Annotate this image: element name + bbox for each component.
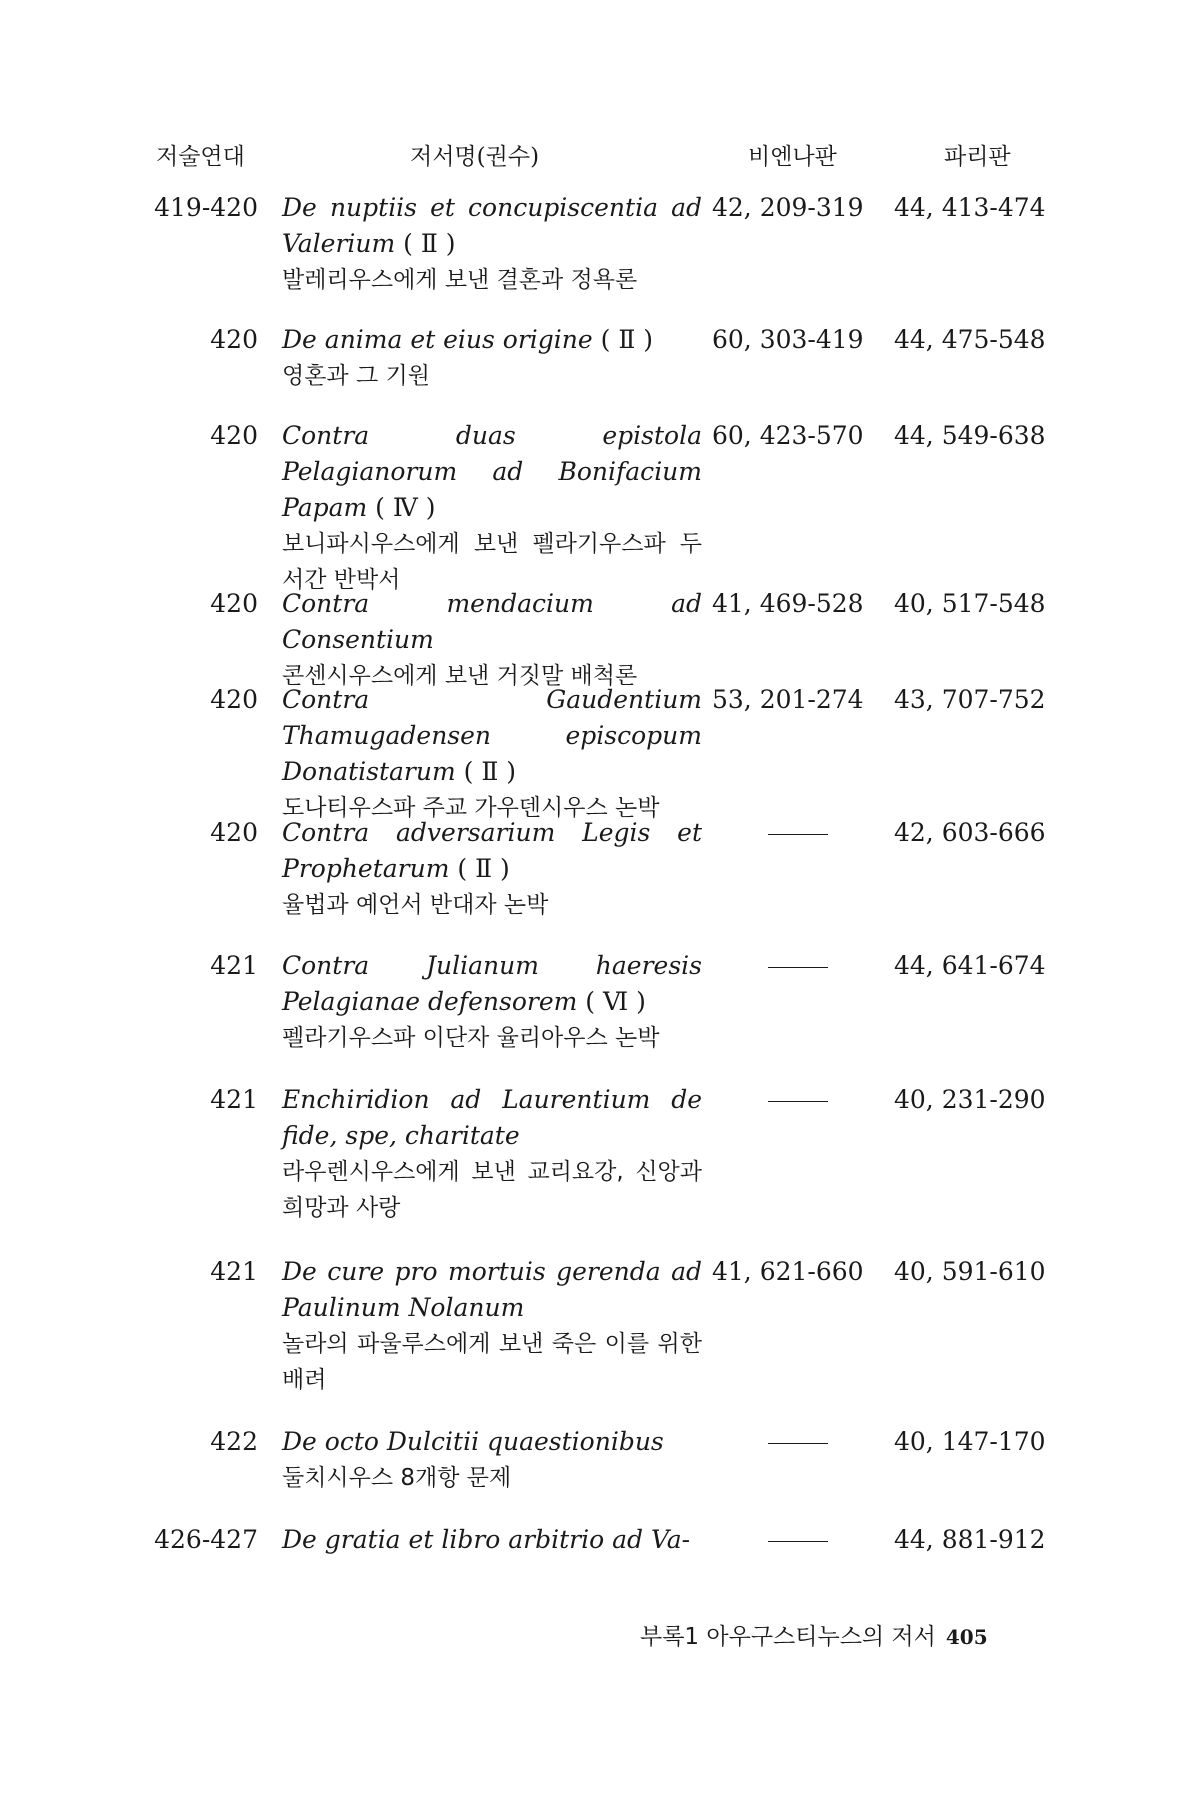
latin-title: De nuptiis et concupiscentia ad Valerium ( Ⅱ ) — [282, 193, 702, 258]
vienna-edition: 41, 469-528 — [712, 589, 864, 618]
dash-placeholder — [768, 1541, 828, 1542]
row-year: 420 — [210, 421, 258, 450]
row-work — [282, 1254, 702, 1398]
korean-title: 라우렌시우스에게 보낸 교리요강, 신앙과 희망과 사랑 — [282, 1159, 702, 1221]
running-footer-title: 부록1 아우구스티누스의 저서 — [640, 1624, 936, 1650]
korean-title: 둘치시우스 8개항 문제 — [282, 1465, 512, 1491]
vienna-edition-empty — [712, 1424, 872, 1460]
paris-edition: 44, 549-638 — [894, 421, 1046, 450]
page-number: 405 — [945, 1625, 988, 1649]
korean-title: 놀라의 파울루스에게 보낸 죽은 이를 위한 배려 — [282, 1331, 702, 1393]
korean-title: 도나티우스파 주교 가우덴시우스 논박 — [282, 795, 660, 821]
latin-title: Contra adversarium Legis et Prophetarum ( Ⅱ ) — [282, 818, 702, 883]
vienna-edition-empty — [712, 948, 872, 984]
latin-title: De gratia et libro arbitrio ad Va- — [282, 1525, 691, 1554]
latin-title: Contra duas epistola Pelagianorum ad Bonifacium Papam ( Ⅳ ) — [282, 421, 702, 522]
row-work — [282, 682, 702, 826]
row-work — [282, 815, 702, 923]
paris-edition: 40, 147-170 — [894, 1427, 1046, 1456]
latin-title: Enchiridion ad Laurentium de fide, spe, charitate — [282, 1085, 702, 1150]
table-header — [0, 138, 1200, 174]
latin-title: Contra Julianum haeresis Pelagianae defensorem ( Ⅵ ) — [282, 951, 702, 1016]
row-work — [282, 190, 702, 298]
paris-edition: 44, 475-548 — [894, 325, 1046, 354]
row-work — [282, 948, 702, 1056]
volume-count: ( Ⅱ ) — [463, 757, 517, 786]
korean-title: 보니파시우스에게 보낸 펠라기우스파 두 서간 반박서 — [282, 531, 702, 593]
volume-count: ( Ⅱ ) — [457, 854, 510, 883]
row-year: 419-420 — [154, 193, 258, 222]
row-year: 420 — [210, 685, 258, 714]
dash-placeholder — [768, 967, 828, 968]
vienna-edition-empty — [712, 1082, 872, 1118]
paris-edition: 40, 231-290 — [894, 1085, 1046, 1114]
dash-placeholder — [768, 1443, 828, 1444]
row-work — [282, 418, 702, 598]
latin-title: Contra mendacium ad Consentium — [282, 589, 702, 654]
volume-count: ( Ⅵ ) — [585, 987, 646, 1016]
volume-count: ( Ⅱ ) — [403, 229, 456, 258]
korean-title: 발레리우스에게 보낸 결혼과 정욕론 — [282, 267, 638, 293]
vienna-edition: 42, 209-319 — [712, 193, 864, 222]
row-year: 420 — [210, 589, 258, 618]
paris-edition: 40, 517-548 — [894, 589, 1046, 618]
latin-title: De anima et eius origine ( Ⅱ ) — [282, 325, 654, 354]
paris-edition: 42, 603-666 — [894, 818, 1046, 847]
row-work — [282, 1082, 702, 1226]
vienna-edition-empty — [712, 815, 872, 851]
latin-title: De octo Dulcitii quaestionibus — [282, 1427, 664, 1456]
paris-edition: 44, 413-474 — [894, 193, 1046, 222]
row-work — [282, 586, 702, 694]
row-year: 426-427 — [154, 1525, 258, 1554]
korean-title: 펠라기우스파 이단자 율리아우스 논박 — [282, 1025, 660, 1051]
vienna-edition: 41, 621-660 — [712, 1257, 864, 1286]
latin-title: Contra Gaudentium Thamugadensen episcopum Donatistarum ( Ⅱ ) — [282, 685, 702, 786]
volume-count: ( Ⅳ ) — [375, 493, 436, 522]
latin-title: De cure pro mortuis gerenda ad Paulinum Nolanum — [282, 1257, 702, 1322]
dash-placeholder — [768, 1101, 828, 1102]
header-title: 저서명(권수) — [410, 144, 540, 170]
paris-edition: 40, 591-610 — [894, 1257, 1046, 1286]
vienna-edition: 60, 423-570 — [712, 421, 864, 450]
row-year: 421 — [210, 1257, 258, 1286]
row-year: 421 — [210, 951, 258, 980]
korean-title: 율법과 예언서 반대자 논박 — [282, 892, 549, 918]
header-paris-edition: 파리판 — [944, 144, 1011, 170]
paris-edition: 44, 881-912 — [894, 1525, 1046, 1554]
page-footer — [640, 1618, 988, 1651]
vienna-edition-empty — [712, 1522, 872, 1558]
volume-count: ( Ⅱ ) — [600, 325, 654, 354]
header-vienna-edition: 비엔나판 — [748, 144, 837, 170]
dash-placeholder — [768, 834, 828, 835]
paris-edition: 44, 641-674 — [894, 951, 1046, 980]
row-year: 420 — [210, 818, 258, 847]
paris-edition: 43, 707-752 — [894, 685, 1046, 714]
vienna-edition: 53, 201-274 — [712, 685, 864, 714]
row-year: 420 — [210, 325, 258, 354]
row-year: 422 — [210, 1427, 258, 1456]
header-year: 저술연대 — [156, 144, 245, 170]
row-work — [282, 1522, 702, 1558]
row-work — [282, 322, 702, 394]
korean-title: 콘센시우스에게 보낸 거짓말 배척론 — [282, 663, 638, 689]
vienna-edition: 60, 303-419 — [712, 325, 864, 354]
korean-title: 영혼과 그 기원 — [282, 363, 430, 389]
row-work — [282, 1424, 702, 1496]
row-year: 421 — [210, 1085, 258, 1114]
